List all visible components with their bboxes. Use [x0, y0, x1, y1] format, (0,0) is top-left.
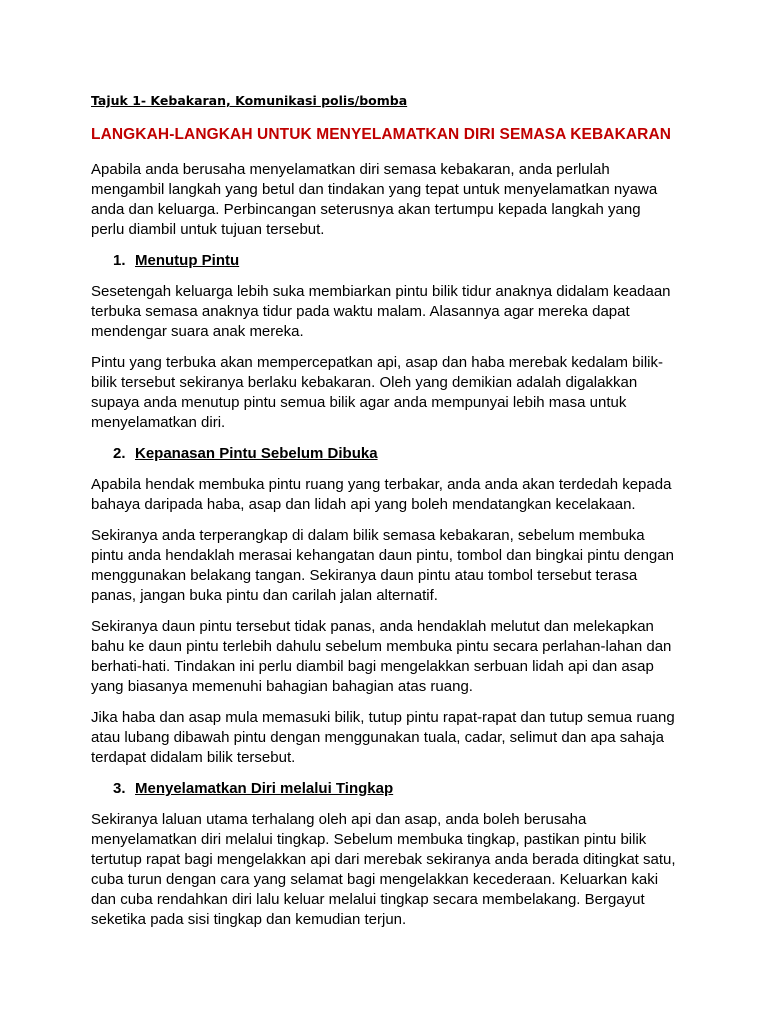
body-paragraph — [91, 617, 691, 697]
text-line: Jika haba dan asap mula memasuki bilik, tutup pintu rapat-rapat dan tutup semua ruang — [91, 709, 675, 726]
text-line: menyelamatkan diri melalui tingkap. Sebelum membuka tingkap, pastikan pintu bilik — [91, 831, 647, 848]
body-paragraph — [91, 810, 691, 930]
text-line: yang biasanya memenuhi bahagian bahagian atas ruang. — [91, 678, 473, 695]
text-line: berhati-hati. Tindakan ini perlu diambil bagi mengelakkan serbuan lidah api dan asap — [91, 658, 654, 675]
text-line: menggunakan belakang tangan. Sekiranya daun pintu atau tombol tersebut terasa — [91, 567, 638, 584]
text-line: anda dan keluarga. Perbincangan seterusnya akan tertumpu kepada langkah yang — [91, 201, 641, 218]
text-line: Sesetengah keluarga lebih suka membiarkan pintu bilik tidur anaknya didalam keadaan — [91, 283, 671, 300]
text-line: mendengar suara anak mereka. — [91, 323, 304, 340]
body-paragraph — [91, 708, 691, 768]
text-line: cuba turun dengan cara yang selamat bagi mengelakkan kecederaan. Keluarkan kaki — [91, 871, 659, 888]
text-line: bahu ke daun pintu terlebih dahulu sebelum membuka pintu secara perlahan-lahan dan — [91, 638, 672, 655]
text-line: Apabila anda berusaha menyelamatkan diri semasa kebakaran, anda perlulah — [91, 161, 610, 178]
section-number: 2. — [113, 445, 126, 462]
text-line: seketika pada sisi tingkap dan kemudian terjun. — [91, 911, 407, 928]
text-line: Sekiranya daun pintu tersebut tidak panas, anda hendaklah melutut dan melekapkan — [91, 618, 654, 635]
body-paragraph — [91, 353, 691, 433]
text-line: mengambil langkah yang betul dan tindakan yang tepat untuk menyelamatkan nyawa — [91, 181, 658, 198]
section-heading-text: Menutup Pintu — [135, 252, 240, 269]
text-line: Pintu yang terbuka akan mempercepatkan api, asap dan haba merebak kedalam bilik- — [91, 354, 664, 371]
section-heading-menutup-pintu — [91, 251, 691, 271]
text-line: dan cuba rendahkan diri lalu keluar melalui tingkap secara membelakang. Bergayut — [91, 891, 645, 908]
body-paragraph — [91, 526, 691, 606]
section-number: 1. — [113, 252, 126, 269]
text-line: panas, jangan buka pintu dan carilah jalan alternatif. — [91, 587, 438, 604]
text-line: terdapat didalam bilik tersebut. — [91, 749, 296, 766]
text-line: bilik tersebut sekiranya berlaku kebakaran. Oleh yang demikian adalah digalakkan — [91, 374, 638, 391]
document-title: LANGKAH-LANGKAH UNTUK MENYELAMATKAN DIRI SEMASA KEBAKARAN — [91, 126, 672, 143]
body-paragraph — [91, 475, 691, 515]
text-line: supaya anda menutup pintu semua bilik agar anda mempunyai lebih masa untuk — [91, 394, 627, 411]
text-line: tertutup rapat bagi mengelakkan api dari merebak sekiranya anda berada ditingkat satu, — [91, 851, 676, 868]
text-line: perlu diambil untuk tujuan tersebut. — [91, 221, 325, 238]
body-paragraph — [91, 282, 691, 342]
section-number: 3. — [113, 780, 126, 797]
section-heading-tingkap — [91, 779, 691, 799]
text-line: menyelamatkan diri. — [91, 414, 226, 431]
text-line: Sekiranya laluan utama terhalang oleh api dan asap, anda boleh berusaha — [91, 811, 587, 828]
text-line: terbuka semasa anaknya tidur pada waktu malam. Alasannya agar mereka dapat — [91, 303, 630, 320]
text-line: Sekiranya anda terperangkap di dalam bilik semasa kebakaran, sebelum membuka — [91, 527, 645, 544]
text-line: Apabila hendak membuka pintu ruang yang terbakar, anda anda akan terdedah kepada — [91, 476, 672, 493]
section-heading-text: Menyelamatkan Diri melalui Tingkap — [135, 780, 394, 797]
section-heading-text: Kepanasan Pintu Sebelum Dibuka — [135, 445, 378, 462]
section-heading-kepanasan-pintu — [91, 444, 691, 464]
text-line: bahaya daripada haba, asap dan lidah api yang boleh mendatangkan kecelakaan. — [91, 496, 636, 513]
document-body — [91, 160, 691, 941]
text-line: atau lubang dibawah pintu dengan menggunakan tuala, cadar, selimut dan apa sahaja — [91, 729, 664, 746]
intro-paragraph — [91, 160, 691, 240]
topic-heading: Tajuk 1- Kebakaran, Komunikasi polis/bomba — [91, 93, 408, 108]
text-line: pintu anda hendaklah merasai kehangatan daun pintu, tombol dan bingkai pintu dengan — [91, 547, 674, 564]
